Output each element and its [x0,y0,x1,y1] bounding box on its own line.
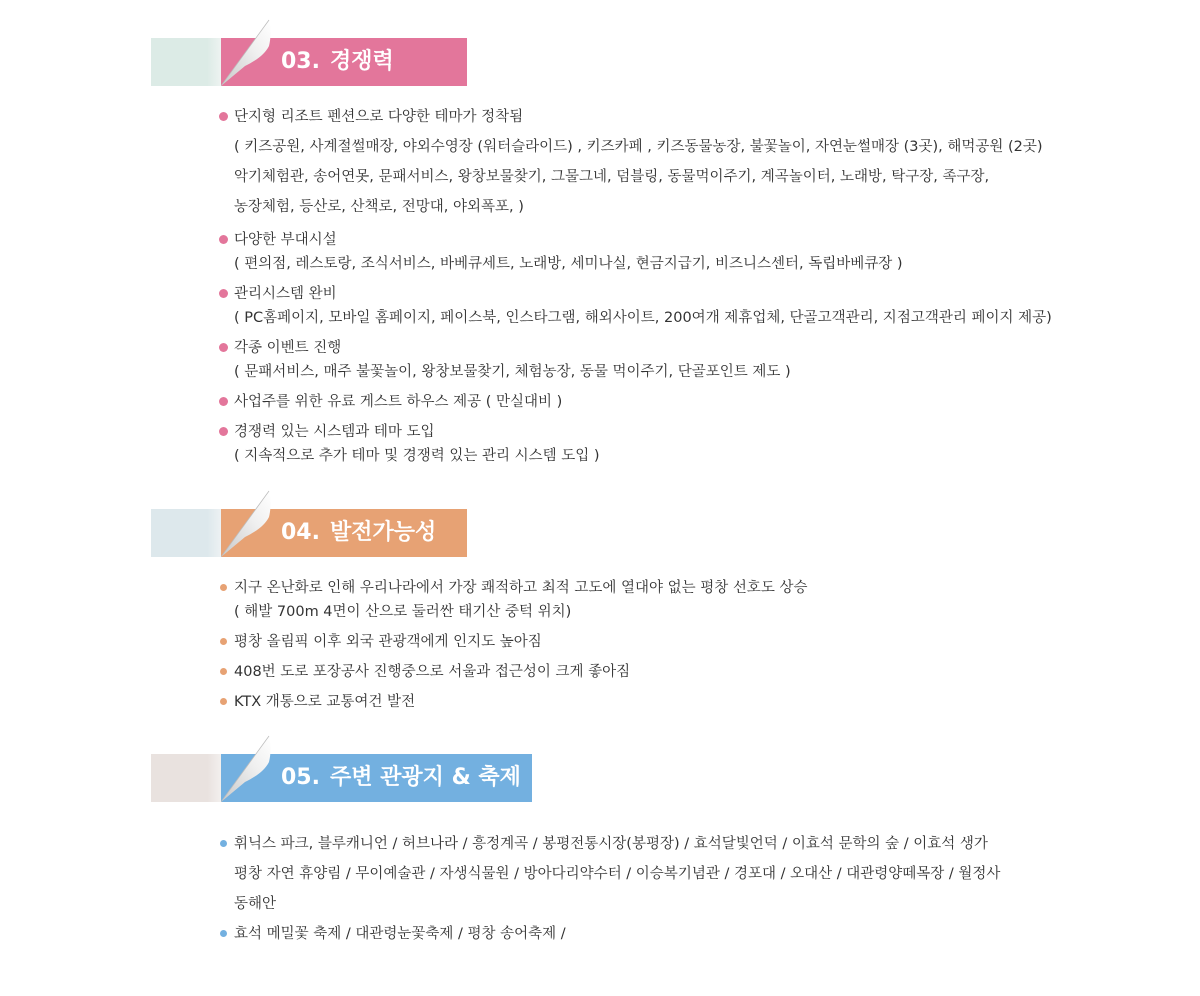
item-detail: 농장체험, 등산로, 산책로, 전망대, 야외폭포, ) [234,199,524,215]
item-title: 효석 메밀꽃 축제 / 대관령눈꽃축제 / 평창 송어축제 / [234,926,566,942]
section-03-content [219,105,1099,468]
page-curl-icon [221,18,273,86]
section-title [281,38,394,86]
section-title-text: 경쟁력 [329,49,394,74]
header-tab-left [151,38,226,86]
list-item [219,390,1099,414]
item-title: 단지형 리조트 펜션으로 다양한 테마가 정착됨 [234,109,524,125]
list-item [219,660,1099,684]
section-04-content [219,576,1099,714]
section-number: 03. [281,49,320,74]
item-detail: ( PC홈페이지, 모바일 홈페이지, 페이스북, 인스타그램, 해외사이트, 200여개 제휴업체, 단골고객관리, 지점고객관리 페이지 제공) [234,310,1052,326]
bullet-icon [219,235,228,244]
item-title: 관리시스템 완비 [234,286,337,302]
bullet-icon [220,638,227,645]
section-04-header [151,509,467,557]
header-tab-left [151,754,226,802]
list-item [219,420,1099,468]
item-title: 휘닉스 파크, 블루캐니언 / 허브나라 / 흥정계곡 / 봉평전통시장(봉평장) / 효석달빛언덕 / 이효석 문학의 숲 / 이효석 생가 [234,836,988,852]
section-05-header [151,754,532,802]
list-item [219,105,1099,222]
list-item [219,228,1099,276]
header-tab-left [151,509,226,557]
list-item [219,690,1099,714]
bullet-icon [220,698,227,705]
section-number: 04. [281,520,320,545]
item-detail: 악기체험관, 송어연못, 문패서비스, 왕창보물찾기, 그물그네, 덤블링, 동물먹이주기, 계곡놀이터, 노래방, 탁구장, 족구장, [234,169,990,185]
item-title: 다양한 부대시설 [234,232,337,248]
bullet-icon [220,584,227,591]
bullet-icon [219,112,228,121]
item-detail: ( 지속적으로 추가 테마 및 경쟁력 있는 관리 시스템 도입 ) [234,448,600,464]
item-detail: ( 문패서비스, 매주 불꽃놀이, 왕창보물찾기, 체험농장, 동물 먹이주기, 단골포인트 제도 ) [234,364,791,380]
section-number: 05. [281,765,320,790]
section-title [281,509,436,557]
section-title-text: 발전가능성 [329,520,437,545]
list-item [219,336,1099,384]
item-title: KTX 개통으로 교통여건 발전 [234,694,416,710]
bullet-icon [220,840,227,847]
list-item [219,829,1099,919]
list-item [219,630,1099,654]
bullet-icon [219,343,228,352]
bullet-icon [220,668,227,675]
list-item [219,919,1099,949]
item-title: 408번 도로 포장공사 진행중으로 서울과 접근성이 크게 좋아짐 [234,664,631,680]
item-title: 평창 올림픽 이후 외국 관광객에게 인지도 높아짐 [234,634,542,650]
section-05-content [219,829,1099,949]
bullet-icon [220,930,227,937]
item-detail: 동해안 [234,896,277,912]
page-curl-icon [221,734,273,802]
item-detail: ( 키즈공원, 사계절썰매장, 야외수영장 (워터슬라이드) , 키즈카페 , 키즈동물농장, 불꽃놀이, 자연눈썰매장 (3곳), 해먹공원 (2곳) [234,139,1043,155]
section-title [281,754,521,802]
item-detail: ( 해발 700m 4면이 산으로 둘러싼 태기산 중턱 위치) [234,604,572,620]
bullet-icon [219,397,228,406]
list-item [219,576,1099,624]
section-03-header [151,38,467,86]
section-title-text: 주변 관광지 & 축제 [329,765,521,790]
item-title: 각종 이벤트 진행 [234,340,342,356]
item-detail: ( 편의점, 레스토랑, 조식서비스, 바베큐세트, 노래방, 세미나실, 현금지급기, 비즈니스센터, 독립바베큐장 ) [234,256,903,272]
item-title: 사업주를 위한 유료 게스트 하우스 제공 ( 만실대비 ) [234,394,563,410]
bullet-icon [219,289,228,298]
page-curl-icon [221,489,273,557]
list-item [219,282,1099,330]
item-title: 경쟁력 있는 시스템과 테마 도입 [234,424,435,440]
bullet-icon [219,427,228,436]
item-title: 지구 온난화로 인해 우리나라에서 가장 쾌적하고 최적 고도에 열대야 없는 평창 선호도 상승 [234,580,808,596]
item-detail: 평창 자연 휴양림 / 무이예술관 / 자생식물원 / 방아다리약수터 / 이승복기념관 / 경포대 / 오대산 / 대관령양떼목장 / 월정사 [234,866,1001,882]
